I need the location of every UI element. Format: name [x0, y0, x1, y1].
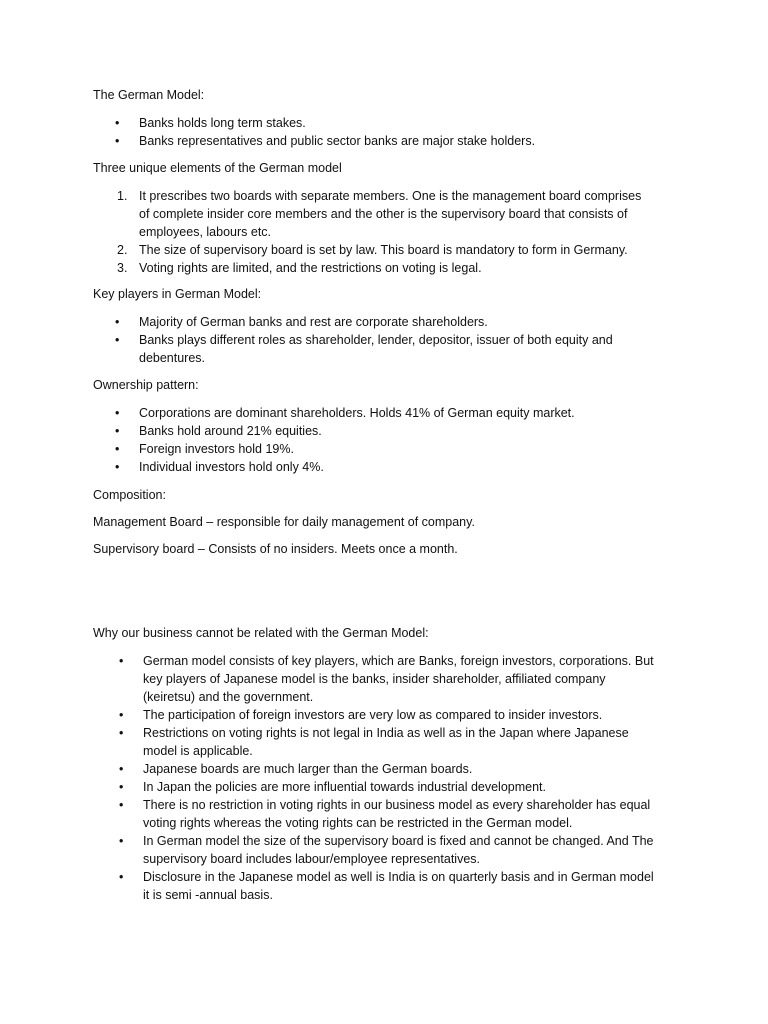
list-item: [139, 331, 613, 367]
list-line: it is semi -annual basis.: [143, 888, 273, 902]
list-line: • In Japan the policies are more influential towards industrial development.: [143, 780, 547, 794]
list-line: model is applicable.: [143, 744, 253, 758]
list-line: • Banks plays different roles as shareholder, lender, depositor, issuer of both equity and: [139, 333, 613, 347]
management-board-text: Management Board – responsible for daily management of company.: [93, 515, 475, 529]
list-item: [143, 796, 654, 832]
list-item: • Banks representatives and public sector banks are major stake holders.: [139, 132, 535, 150]
list-line: Voting rights are limited, and the restrictions on voting is legal.: [139, 261, 482, 275]
list-line: debentures.: [139, 351, 206, 365]
list-item: [143, 706, 654, 724]
list-item: [143, 832, 654, 868]
ownership-bullets: [139, 404, 575, 476]
german-model-heading: The German Model:: [93, 88, 205, 102]
list-item: • Banks holds long term stakes.: [139, 114, 535, 132]
list-line: • Disclosure in the Japanese model as well is India is on quarterly basis and in German model: [143, 870, 654, 884]
list-line: • In German model the size of the supervisory board is fixed and cannot be changed. And The: [143, 834, 654, 848]
supervisory-board-text: Supervisory board – Consists of no insiders. Meets once a month.: [93, 542, 458, 556]
list-item: [143, 778, 654, 796]
list-line: voting rights whereas the voting rights can be restricted in the German model.: [143, 816, 573, 830]
list-number: 2.: [117, 243, 128, 257]
list-line: • There is no restriction in voting rights in our business model as every shareholder has equal: [143, 798, 651, 812]
list-line: • Restrictions on voting rights is not legal in India as well as in the Japan where Japanese: [143, 726, 629, 740]
list-line: The size of supervisory board is set by law. This board is mandatory to form in Germany.: [139, 243, 628, 257]
three-elements-heading: Three unique elements of the German model: [93, 161, 342, 175]
list-item: [139, 313, 613, 331]
list-line: • The participation of foreign investors are very low as compared to insider investors.: [143, 708, 603, 722]
list-item: [143, 760, 654, 778]
list-line: • German model consists of key players, which are Banks, foreign investors, corporations. But: [143, 654, 654, 668]
list-line: of complete insider core members and the other is the supervisory board that consists of: [139, 207, 628, 221]
why-not-german-bullets: [143, 652, 654, 904]
list-line: It prescribes two boards with separate members. One is the management board comprises: [139, 189, 642, 203]
list-item: [117, 241, 641, 259]
ownership-heading: Ownership pattern:: [93, 378, 199, 392]
list-item: [117, 187, 642, 241]
list-item: • Foreign investors hold 19%.: [139, 440, 575, 458]
list-item: [143, 652, 654, 706]
key-players-bullets: [139, 313, 613, 367]
list-line: • Japanese boards are much larger than the German boards.: [143, 762, 473, 776]
list-line: • Majority of German banks and rest are corporate shareholders.: [139, 315, 488, 329]
list-item: • Banks hold around 21% equities.: [139, 422, 575, 440]
list-line: supervisory board includes labour/employee representatives.: [143, 852, 480, 866]
list-item: [143, 868, 654, 904]
list-line: employees, labours etc.: [139, 225, 272, 239]
german-model-bullets: [139, 114, 535, 150]
list-number: 3.: [117, 261, 128, 275]
why-not-german-heading: Why our business cannot be related with the German Model:: [93, 626, 429, 640]
three-elements-list: [117, 187, 642, 277]
list-line: (keiretsu) and the government.: [143, 690, 314, 704]
list-item: • Corporations are dominant shareholders. Holds 41% of German equity market.: [139, 404, 575, 422]
list-number: 1.: [117, 189, 128, 203]
composition-heading: Composition:: [93, 488, 166, 502]
list-item: [143, 724, 654, 760]
key-players-heading: Key players in German Model:: [93, 287, 262, 301]
list-item: [117, 259, 641, 277]
list-item: • Individual investors hold only 4%.: [139, 458, 575, 476]
list-line: key players of Japanese model is the banks, insider shareholder, affiliated company: [143, 672, 606, 686]
